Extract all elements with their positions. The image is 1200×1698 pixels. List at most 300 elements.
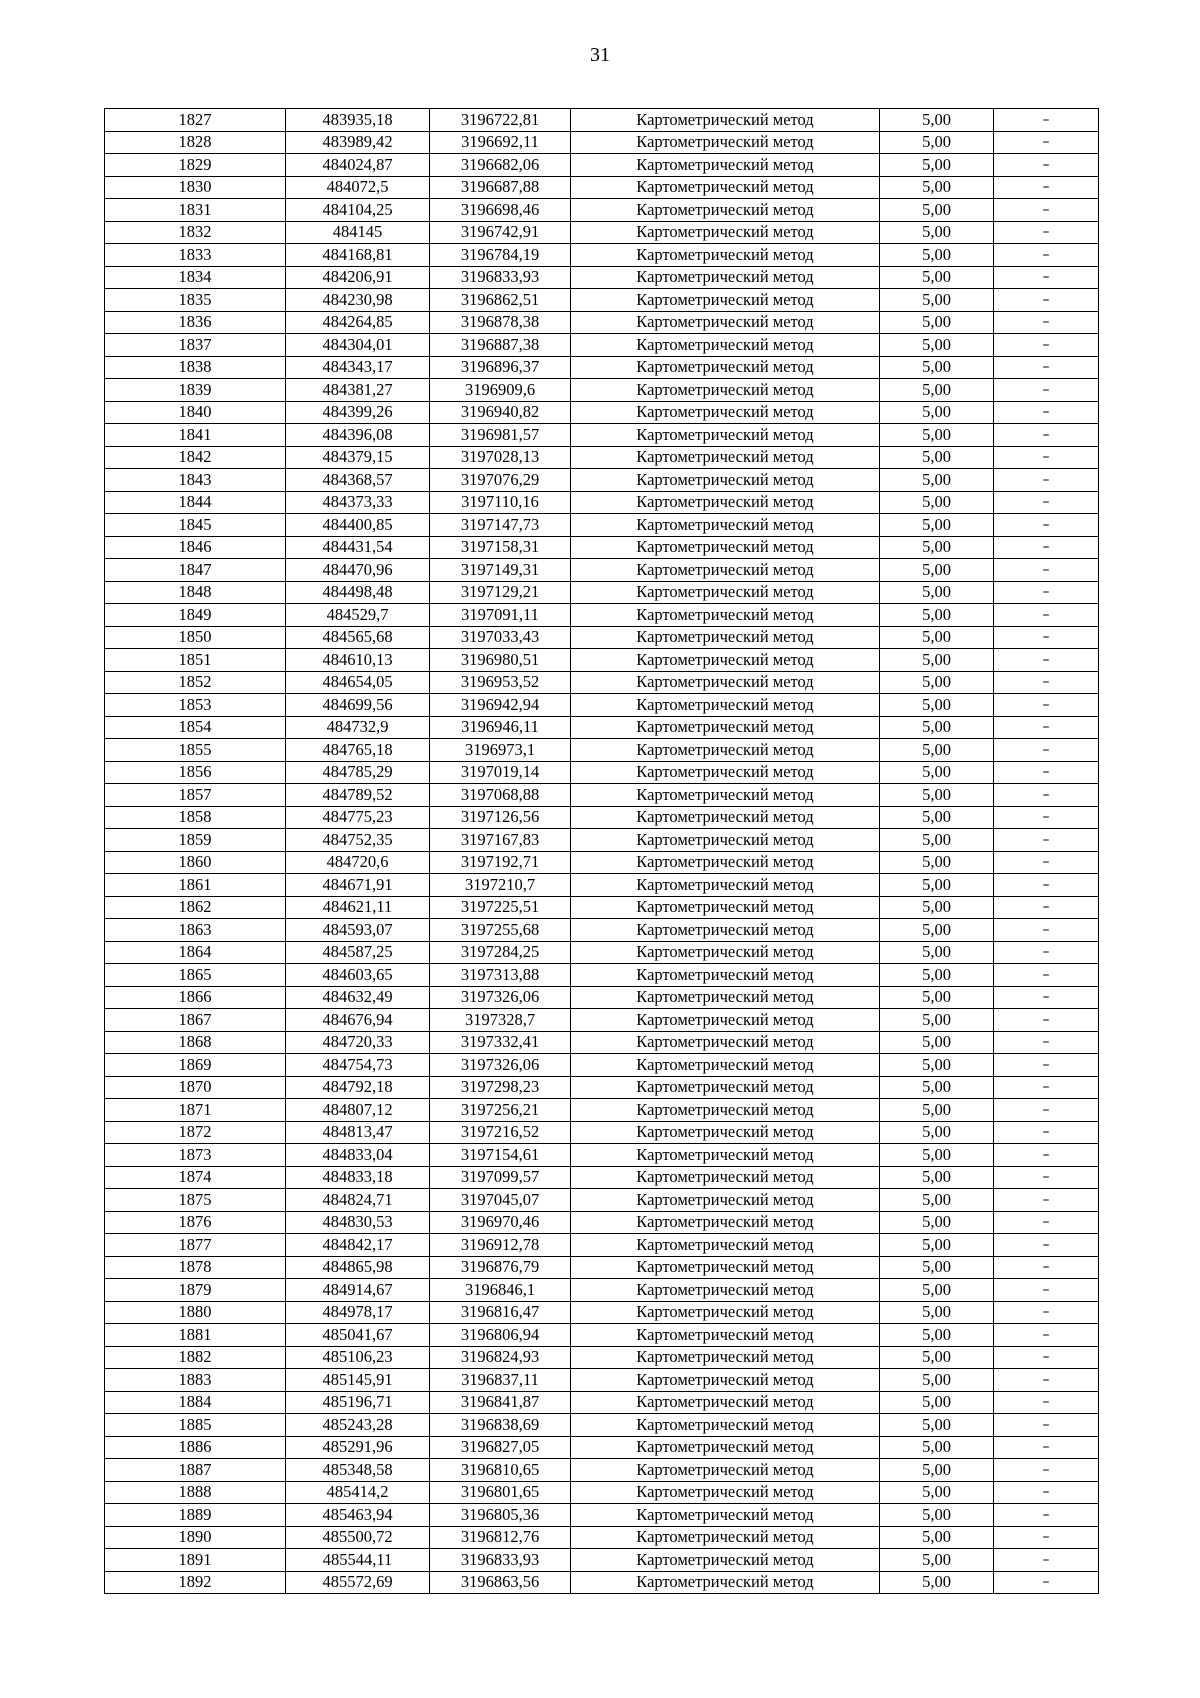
x-coordinate-cell: 484785,29 — [286, 761, 430, 784]
accuracy-cell: 5,00 — [880, 154, 994, 177]
x-coordinate-cell: 484264,85 — [286, 311, 430, 334]
point-number-cell: 1841 — [105, 424, 286, 447]
table-row — [105, 694, 1099, 717]
accuracy-cell: 5,00 — [880, 1144, 994, 1167]
x-coordinate-cell: 484396,08 — [286, 424, 430, 447]
point-number-cell: 1879 — [105, 1279, 286, 1302]
x-coordinate-cell: 484400,85 — [286, 514, 430, 537]
table-row — [105, 446, 1099, 469]
table-row — [105, 1189, 1099, 1212]
method-cell: Картометрический метод — [571, 1481, 880, 1504]
method-cell: Картометрический метод — [571, 1369, 880, 1392]
note-cell: – — [994, 154, 1099, 177]
point-number-cell: 1885 — [105, 1414, 286, 1437]
y-coordinate-cell: 3196810,65 — [430, 1459, 571, 1482]
accuracy-cell: 5,00 — [880, 986, 994, 1009]
y-coordinate-cell: 3197129,21 — [430, 581, 571, 604]
x-coordinate-cell: 484813,47 — [286, 1121, 430, 1144]
x-coordinate-cell: 484752,35 — [286, 829, 430, 852]
x-coordinate-cell: 484373,33 — [286, 491, 430, 514]
method-cell: Картометрический метод — [571, 199, 880, 222]
table-row — [105, 851, 1099, 874]
x-coordinate-cell: 484431,54 — [286, 536, 430, 559]
note-cell: – — [994, 1459, 1099, 1482]
y-coordinate-cell: 3196909,6 — [430, 379, 571, 402]
method-cell: Картометрический метод — [571, 221, 880, 244]
table-row — [105, 424, 1099, 447]
note-cell: – — [994, 1526, 1099, 1549]
table-row — [105, 559, 1099, 582]
note-cell: – — [994, 401, 1099, 424]
note-cell: – — [994, 311, 1099, 334]
method-cell: Картометрический метод — [571, 1121, 880, 1144]
point-number-cell: 1854 — [105, 716, 286, 739]
note-cell: – — [994, 1211, 1099, 1234]
accuracy-cell: 5,00 — [880, 109, 994, 132]
point-number-cell: 1852 — [105, 671, 286, 694]
table-row — [105, 1076, 1099, 1099]
x-coordinate-cell: 485196,71 — [286, 1391, 430, 1414]
point-number-cell: 1842 — [105, 446, 286, 469]
point-number-cell: 1850 — [105, 626, 286, 649]
y-coordinate-cell: 3196682,06 — [430, 154, 571, 177]
table-row — [105, 491, 1099, 514]
accuracy-cell: 5,00 — [880, 356, 994, 379]
accuracy-cell: 5,00 — [880, 334, 994, 357]
method-cell: Картометрический метод — [571, 1054, 880, 1077]
method-cell: Картометрический метод — [571, 1414, 880, 1437]
y-coordinate-cell: 3196827,05 — [430, 1436, 571, 1459]
table-row — [105, 311, 1099, 334]
table-row — [105, 829, 1099, 852]
accuracy-cell: 5,00 — [880, 1504, 994, 1527]
note-cell: – — [994, 1301, 1099, 1324]
point-number-cell: 1830 — [105, 176, 286, 199]
note-cell: – — [994, 1121, 1099, 1144]
point-number-cell: 1892 — [105, 1571, 286, 1594]
method-cell: Картометрический метод — [571, 784, 880, 807]
method-cell: Картометрический метод — [571, 379, 880, 402]
x-coordinate-cell: 484145 — [286, 221, 430, 244]
point-number-cell: 1871 — [105, 1099, 286, 1122]
y-coordinate-cell: 3197255,68 — [430, 919, 571, 942]
method-cell: Картометрический метод — [571, 1189, 880, 1212]
point-number-cell: 1845 — [105, 514, 286, 537]
accuracy-cell: 5,00 — [880, 1009, 994, 1032]
point-number-cell: 1836 — [105, 311, 286, 334]
x-coordinate-cell: 484587,25 — [286, 941, 430, 964]
note-cell: – — [994, 1009, 1099, 1032]
table-row — [105, 964, 1099, 987]
x-coordinate-cell: 484720,6 — [286, 851, 430, 874]
point-number-cell: 1859 — [105, 829, 286, 852]
y-coordinate-cell: 3197313,88 — [430, 964, 571, 987]
method-cell: Картометрический метод — [571, 806, 880, 829]
point-number-cell: 1838 — [105, 356, 286, 379]
accuracy-cell: 5,00 — [880, 1076, 994, 1099]
accuracy-cell: 5,00 — [880, 1391, 994, 1414]
y-coordinate-cell: 3196876,79 — [430, 1256, 571, 1279]
note-cell: – — [994, 941, 1099, 964]
y-coordinate-cell: 3197045,07 — [430, 1189, 571, 1212]
note-cell: – — [994, 334, 1099, 357]
accuracy-cell: 5,00 — [880, 896, 994, 919]
method-cell: Картометрический метод — [571, 694, 880, 717]
x-coordinate-cell: 484206,91 — [286, 266, 430, 289]
accuracy-cell: 5,00 — [880, 491, 994, 514]
coordinates-table — [104, 108, 1099, 1594]
method-cell: Картометрический метод — [571, 649, 880, 672]
accuracy-cell: 5,00 — [880, 1526, 994, 1549]
note-cell: – — [994, 716, 1099, 739]
point-number-cell: 1835 — [105, 289, 286, 312]
table-row — [105, 1234, 1099, 1257]
accuracy-cell: 5,00 — [880, 1414, 994, 1437]
method-cell: Картометрический метод — [571, 1346, 880, 1369]
accuracy-cell: 5,00 — [880, 266, 994, 289]
y-coordinate-cell: 3196841,87 — [430, 1391, 571, 1414]
accuracy-cell: 5,00 — [880, 604, 994, 627]
y-coordinate-cell: 3196816,47 — [430, 1301, 571, 1324]
accuracy-cell: 5,00 — [880, 1549, 994, 1572]
point-number-cell: 1870 — [105, 1076, 286, 1099]
method-cell: Картометрический метод — [571, 739, 880, 762]
note-cell: – — [994, 491, 1099, 514]
method-cell: Картометрический метод — [571, 1571, 880, 1594]
method-cell: Картометрический метод — [571, 896, 880, 919]
table-row — [105, 1054, 1099, 1077]
note-cell: – — [994, 761, 1099, 784]
x-coordinate-cell: 484754,73 — [286, 1054, 430, 1077]
table-row — [105, 131, 1099, 154]
table-row — [105, 941, 1099, 964]
method-cell: Картометрический метод — [571, 109, 880, 132]
note-cell: – — [994, 1549, 1099, 1572]
x-coordinate-cell: 484230,98 — [286, 289, 430, 312]
note-cell: – — [994, 176, 1099, 199]
y-coordinate-cell: 3197284,25 — [430, 941, 571, 964]
y-coordinate-cell: 3196824,93 — [430, 1346, 571, 1369]
point-number-cell: 1888 — [105, 1481, 286, 1504]
point-number-cell: 1862 — [105, 896, 286, 919]
point-number-cell: 1832 — [105, 221, 286, 244]
accuracy-cell: 5,00 — [880, 1099, 994, 1122]
y-coordinate-cell: 3196812,76 — [430, 1526, 571, 1549]
accuracy-cell: 5,00 — [880, 1481, 994, 1504]
note-cell: – — [994, 199, 1099, 222]
y-coordinate-cell: 3196784,19 — [430, 244, 571, 267]
table-row — [105, 1099, 1099, 1122]
method-cell: Картометрический метод — [571, 1504, 880, 1527]
x-coordinate-cell: 485544,11 — [286, 1549, 430, 1572]
note-cell: – — [994, 851, 1099, 874]
point-number-cell: 1881 — [105, 1324, 286, 1347]
method-cell: Картометрический метод — [571, 1099, 880, 1122]
method-cell: Картометрический метод — [571, 1009, 880, 1032]
x-coordinate-cell: 485145,91 — [286, 1369, 430, 1392]
method-cell: Картометрический метод — [571, 356, 880, 379]
accuracy-cell: 5,00 — [880, 514, 994, 537]
table-row — [105, 1391, 1099, 1414]
note-cell: – — [994, 266, 1099, 289]
y-coordinate-cell: 3197019,14 — [430, 761, 571, 784]
table-row — [105, 649, 1099, 672]
table-row — [105, 1166, 1099, 1189]
method-cell: Картометрический метод — [571, 874, 880, 897]
accuracy-cell: 5,00 — [880, 806, 994, 829]
note-cell: – — [994, 1234, 1099, 1257]
y-coordinate-cell: 3197158,31 — [430, 536, 571, 559]
note-cell: – — [994, 671, 1099, 694]
point-number-cell: 1829 — [105, 154, 286, 177]
method-cell: Картометрический метод — [571, 176, 880, 199]
y-coordinate-cell: 3197110,16 — [430, 491, 571, 514]
x-coordinate-cell: 484789,52 — [286, 784, 430, 807]
x-coordinate-cell: 484632,49 — [286, 986, 430, 1009]
x-coordinate-cell: 484072,5 — [286, 176, 430, 199]
note-cell: – — [994, 1031, 1099, 1054]
y-coordinate-cell: 3196846,1 — [430, 1279, 571, 1302]
table-row — [105, 334, 1099, 357]
method-cell: Картометрический метод — [571, 1436, 880, 1459]
x-coordinate-cell: 484842,17 — [286, 1234, 430, 1257]
table-row — [105, 289, 1099, 312]
method-cell: Картометрический метод — [571, 716, 880, 739]
method-cell: Картометрический метод — [571, 266, 880, 289]
table-row — [105, 536, 1099, 559]
x-coordinate-cell: 485041,67 — [286, 1324, 430, 1347]
accuracy-cell: 5,00 — [880, 1369, 994, 1392]
point-number-cell: 1869 — [105, 1054, 286, 1077]
x-coordinate-cell: 485291,96 — [286, 1436, 430, 1459]
note-cell: – — [994, 1346, 1099, 1369]
y-coordinate-cell: 3196806,94 — [430, 1324, 571, 1347]
accuracy-cell: 5,00 — [880, 694, 994, 717]
x-coordinate-cell: 484978,17 — [286, 1301, 430, 1324]
accuracy-cell: 5,00 — [880, 1279, 994, 1302]
note-cell: – — [994, 109, 1099, 132]
y-coordinate-cell: 3196833,93 — [430, 1549, 571, 1572]
point-number-cell: 1833 — [105, 244, 286, 267]
y-coordinate-cell: 3196896,37 — [430, 356, 571, 379]
accuracy-cell: 5,00 — [880, 1301, 994, 1324]
accuracy-cell: 5,00 — [880, 626, 994, 649]
y-coordinate-cell: 3196942,94 — [430, 694, 571, 717]
x-coordinate-cell: 483989,42 — [286, 131, 430, 154]
accuracy-cell: 5,00 — [880, 919, 994, 942]
accuracy-cell: 5,00 — [880, 1234, 994, 1257]
note-cell: – — [994, 1571, 1099, 1594]
note-cell: – — [994, 806, 1099, 829]
accuracy-cell: 5,00 — [880, 1459, 994, 1482]
y-coordinate-cell: 3196801,65 — [430, 1481, 571, 1504]
table-row — [105, 1459, 1099, 1482]
table-row — [105, 379, 1099, 402]
y-coordinate-cell: 3196887,38 — [430, 334, 571, 357]
note-cell: – — [994, 379, 1099, 402]
table-row — [105, 1369, 1099, 1392]
table-row — [105, 604, 1099, 627]
method-cell: Картометрический метод — [571, 1076, 880, 1099]
accuracy-cell: 5,00 — [880, 1054, 994, 1077]
point-number-cell: 1863 — [105, 919, 286, 942]
point-number-cell: 1840 — [105, 401, 286, 424]
point-number-cell: 1846 — [105, 536, 286, 559]
method-cell: Картометрический метод — [571, 1234, 880, 1257]
table-row — [105, 1571, 1099, 1594]
x-coordinate-cell: 484671,91 — [286, 874, 430, 897]
y-coordinate-cell: 3196833,93 — [430, 266, 571, 289]
table-row — [105, 1504, 1099, 1527]
y-coordinate-cell: 3197154,61 — [430, 1144, 571, 1167]
x-coordinate-cell: 484304,01 — [286, 334, 430, 357]
x-coordinate-cell: 484676,94 — [286, 1009, 430, 1032]
point-number-cell: 1883 — [105, 1369, 286, 1392]
y-coordinate-cell: 3197147,73 — [430, 514, 571, 537]
method-cell: Картометрический метод — [571, 491, 880, 514]
note-cell: – — [994, 536, 1099, 559]
y-coordinate-cell: 3196912,78 — [430, 1234, 571, 1257]
y-coordinate-cell: 3197076,29 — [430, 469, 571, 492]
method-cell: Картометрический метод — [571, 964, 880, 987]
accuracy-cell: 5,00 — [880, 874, 994, 897]
note-cell: – — [994, 896, 1099, 919]
table-row — [105, 401, 1099, 424]
point-number-cell: 1839 — [105, 379, 286, 402]
note-cell: – — [994, 356, 1099, 379]
table-row — [105, 199, 1099, 222]
table-row — [105, 761, 1099, 784]
x-coordinate-cell: 484720,33 — [286, 1031, 430, 1054]
x-coordinate-cell: 484830,53 — [286, 1211, 430, 1234]
accuracy-cell: 5,00 — [880, 221, 994, 244]
x-coordinate-cell: 484381,27 — [286, 379, 430, 402]
table-row — [105, 1279, 1099, 1302]
point-number-cell: 1828 — [105, 131, 286, 154]
y-coordinate-cell: 3197068,88 — [430, 784, 571, 807]
y-coordinate-cell: 3196862,51 — [430, 289, 571, 312]
note-cell: – — [994, 739, 1099, 762]
point-number-cell: 1875 — [105, 1189, 286, 1212]
method-cell: Картометрический метод — [571, 514, 880, 537]
note-cell: – — [994, 694, 1099, 717]
x-coordinate-cell: 484833,04 — [286, 1144, 430, 1167]
y-coordinate-cell: 3196722,81 — [430, 109, 571, 132]
table-row — [105, 1301, 1099, 1324]
accuracy-cell: 5,00 — [880, 941, 994, 964]
note-cell: – — [994, 289, 1099, 312]
method-cell: Картометрический метод — [571, 1324, 880, 1347]
x-coordinate-cell: 484765,18 — [286, 739, 430, 762]
y-coordinate-cell: 3196981,57 — [430, 424, 571, 447]
note-cell: – — [994, 1189, 1099, 1212]
x-coordinate-cell: 485572,69 — [286, 1571, 430, 1594]
method-cell: Картометрический метод — [571, 446, 880, 469]
table-row — [105, 1549, 1099, 1572]
table-row — [105, 1121, 1099, 1144]
y-coordinate-cell: 3196805,36 — [430, 1504, 571, 1527]
table-row — [105, 1031, 1099, 1054]
accuracy-cell: 5,00 — [880, 851, 994, 874]
note-cell: – — [994, 604, 1099, 627]
x-coordinate-cell: 484104,25 — [286, 199, 430, 222]
point-number-cell: 1884 — [105, 1391, 286, 1414]
table-row — [105, 221, 1099, 244]
x-coordinate-cell: 484565,68 — [286, 626, 430, 649]
method-cell: Картометрический метод — [571, 289, 880, 312]
point-number-cell: 1858 — [105, 806, 286, 829]
x-coordinate-cell: 484498,48 — [286, 581, 430, 604]
accuracy-cell: 5,00 — [880, 1571, 994, 1594]
method-cell: Картометрический метод — [571, 851, 880, 874]
x-coordinate-cell: 484824,71 — [286, 1189, 430, 1212]
point-number-cell: 1837 — [105, 334, 286, 357]
table-row — [105, 109, 1099, 132]
method-cell: Картометрический метод — [571, 334, 880, 357]
table-row — [105, 1144, 1099, 1167]
accuracy-cell: 5,00 — [880, 131, 994, 154]
y-coordinate-cell: 3196970,46 — [430, 1211, 571, 1234]
table-row — [105, 469, 1099, 492]
note-cell: – — [994, 1504, 1099, 1527]
x-coordinate-cell: 484621,11 — [286, 896, 430, 919]
table-row — [105, 671, 1099, 694]
note-cell: – — [994, 1279, 1099, 1302]
point-number-cell: 1873 — [105, 1144, 286, 1167]
y-coordinate-cell: 3197210,7 — [430, 874, 571, 897]
x-coordinate-cell: 484865,98 — [286, 1256, 430, 1279]
table-row — [105, 1346, 1099, 1369]
accuracy-cell: 5,00 — [880, 829, 994, 852]
method-cell: Картометрический метод — [571, 1166, 880, 1189]
x-coordinate-cell: 484610,13 — [286, 649, 430, 672]
point-number-cell: 1889 — [105, 1504, 286, 1527]
note-cell: – — [994, 1256, 1099, 1279]
point-number-cell: 1831 — [105, 199, 286, 222]
method-cell: Картометрический метод — [571, 154, 880, 177]
y-coordinate-cell: 3196973,1 — [430, 739, 571, 762]
y-coordinate-cell: 3197091,11 — [430, 604, 571, 627]
note-cell: – — [994, 1481, 1099, 1504]
point-number-cell: 1878 — [105, 1256, 286, 1279]
point-number-cell: 1874 — [105, 1166, 286, 1189]
accuracy-cell: 5,00 — [880, 1211, 994, 1234]
method-cell: Картометрический метод — [571, 131, 880, 154]
table-row — [105, 874, 1099, 897]
accuracy-cell: 5,00 — [880, 176, 994, 199]
method-cell: Картометрический метод — [571, 761, 880, 784]
note-cell: – — [994, 1054, 1099, 1077]
x-coordinate-cell: 484379,15 — [286, 446, 430, 469]
accuracy-cell: 5,00 — [880, 739, 994, 762]
x-coordinate-cell: 484168,81 — [286, 244, 430, 267]
y-coordinate-cell: 3196692,11 — [430, 131, 571, 154]
accuracy-cell: 5,00 — [880, 244, 994, 267]
note-cell: – — [994, 986, 1099, 1009]
table-row — [105, 986, 1099, 1009]
note-cell: – — [994, 131, 1099, 154]
x-coordinate-cell: 484732,9 — [286, 716, 430, 739]
point-number-cell: 1855 — [105, 739, 286, 762]
y-coordinate-cell: 3197167,83 — [430, 829, 571, 852]
x-coordinate-cell: 484368,57 — [286, 469, 430, 492]
table-row — [105, 1256, 1099, 1279]
point-number-cell: 1872 — [105, 1121, 286, 1144]
point-number-cell: 1880 — [105, 1301, 286, 1324]
point-number-cell: 1891 — [105, 1549, 286, 1572]
method-cell: Картометрический метод — [571, 1279, 880, 1302]
y-coordinate-cell: 3196838,69 — [430, 1414, 571, 1437]
